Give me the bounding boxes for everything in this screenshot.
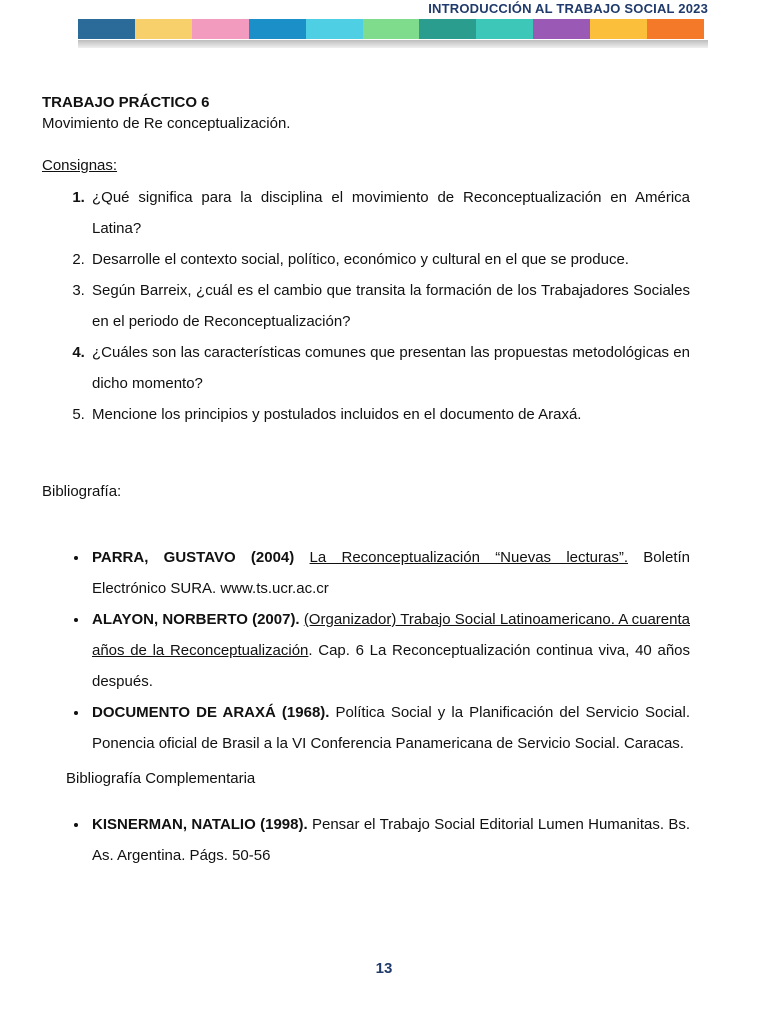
question-item: 1. ¿Qué significa para la disciplina el movimiento de Reconceptualización en América Latina? xyxy=(89,182,690,244)
biblio-details: Pensar el Trabajo Social Editorial Lumen Humanitas. Bs. As. Argentina. Págs. 50-56 xyxy=(92,816,690,864)
bibliography-item xyxy=(89,697,690,759)
bibliography-item xyxy=(89,542,690,604)
biblio-title: (Organizador) Trabajo Social Latinoamericano. A cuarenta años de la Reconceptualización xyxy=(92,611,691,659)
color-bar-segment xyxy=(533,19,590,39)
color-bar-segment xyxy=(78,19,135,39)
header-color-bar xyxy=(78,19,704,39)
bibliography-item xyxy=(89,604,690,697)
color-bar-segment xyxy=(590,19,647,39)
biblio-details: Política Social y la Planificación del Servicio Social. Ponencia oficial de Brasil a la VI Conferencia Panamericana de Servicio Social. Caracas. xyxy=(92,704,690,752)
page-number: 13 xyxy=(375,960,393,977)
practice-subtitle: Movimiento de Re conceptualización. xyxy=(42,115,291,132)
bibliography-item xyxy=(89,809,690,871)
document-body xyxy=(42,92,690,871)
consignas-heading: Consignas: xyxy=(42,157,118,174)
question-item: 3. Según Barreix, ¿cuál es el cambio que transita la formación de los Trabajadores Sociales en el periodo de Reconceptualización? xyxy=(89,275,690,337)
question-item: 4. ¿Cuáles son las características comunes que presentan las propuestas metodológicas en dicho momento? xyxy=(89,337,690,399)
biblio-author: ALAYON, NORBERTO (2007). xyxy=(92,611,300,628)
questions-list xyxy=(42,182,690,430)
header-title: INTRODUCCIÓN AL TRABAJO SOCIAL 2023 xyxy=(428,1,708,16)
question-item: 5. Mencione los principios y postulados incluidos en el documento de Araxá. xyxy=(89,399,690,430)
complementary-bibliography-heading: Bibliografía Complementaria xyxy=(66,770,256,787)
bibliography-heading: Bibliografía: xyxy=(42,483,122,500)
header-bar-shadow xyxy=(78,40,708,48)
color-bar-segment xyxy=(419,19,476,39)
biblio-author: DOCUMENTO DE ARAXÁ (1968). xyxy=(92,704,330,721)
color-bar-segment xyxy=(476,19,533,39)
color-bar-segment xyxy=(306,19,363,39)
color-bar-segment xyxy=(249,19,306,39)
color-bar-segment xyxy=(192,19,249,39)
biblio-author: PARRA, GUSTAVO (2004) xyxy=(92,549,295,566)
complementary-bibliography-list xyxy=(42,809,690,871)
color-bar-segment xyxy=(647,19,704,39)
practice-title: TRABAJO PRÁCTICO 6 xyxy=(42,94,210,111)
color-bar-segment xyxy=(363,19,420,39)
question-item: 2. Desarrolle el contexto social, político, económico y cultural en el que se produce. xyxy=(89,244,690,275)
color-bar-segment xyxy=(135,19,192,39)
biblio-details: . Cap. 6 La Reconceptualización continua viva, 40 años después. xyxy=(92,642,690,690)
biblio-author: KISNERMAN, NATALIO (1998). xyxy=(92,816,308,833)
biblio-details: Boletín Electrónico SURA. www.ts.ucr.ac.cr xyxy=(92,549,690,597)
biblio-title: La Reconceptualización “Nuevas lecturas”. xyxy=(309,549,629,566)
bibliography-list xyxy=(42,542,690,759)
